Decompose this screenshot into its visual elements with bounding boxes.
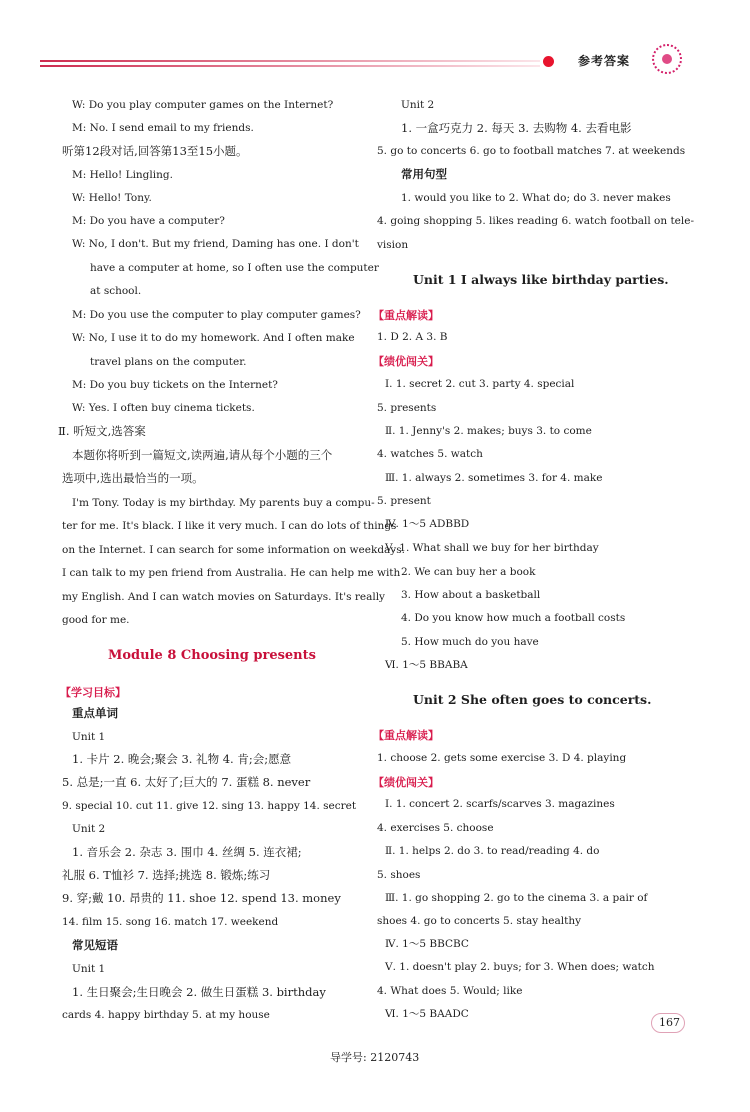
unit2-title: Unit 2 She often goes to concerts. — [413, 692, 652, 707]
instruction-text: 听第12段对话,回答第13至15小题。 — [62, 144, 248, 158]
answer-line: 1. 卡片 2. 晚会;聚会 3. 礼物 4. 肯;会;愿意 — [72, 752, 292, 766]
header-title: 参考答案 — [578, 54, 631, 68]
instruction-text: 选项中,选出最恰当的一项。 — [62, 471, 204, 485]
unit-label: Unit 2 — [72, 823, 106, 835]
tag-label: 【学习目标】 — [60, 686, 126, 699]
answer-line: 1. 生日聚会;生日晚会 2. 做生日蛋糕 3. birthday — [72, 985, 326, 999]
answer-line: 4. exercises 5. choose — [377, 822, 494, 834]
section-heading: Ⅱ. 听短文,选答案 — [58, 424, 146, 438]
unit-label: Unit 1 — [72, 731, 106, 743]
answer-line: Ⅰ. 1. secret 2. cut 3. party 4. special — [385, 378, 575, 390]
answer-line: 2. We can buy her a book — [401, 566, 536, 578]
answer-line: 1. D 2. A 3. B — [377, 331, 448, 343]
answer-line: 5. shoes — [377, 869, 421, 881]
answer-line: cards 4. happy birthday 5. at my house — [62, 1009, 270, 1021]
answer-line: 5. presents — [377, 402, 437, 414]
unit-label: Unit 1 — [72, 963, 106, 975]
dialog-line: M: Do you buy tickets on the Internet? — [72, 379, 278, 391]
answer-line: Ⅰ. 1. concert 2. scarfs/scarves 3. magazines — [385, 798, 615, 810]
answer-line: Ⅳ. 1～5 ADBBD — [385, 518, 470, 530]
answer-line: 1. 音乐会 2. 杂志 3. 围巾 4. 丝绸 5. 连衣裙; — [72, 845, 302, 859]
answer-line: Ⅵ. 1～5 BAADC — [385, 1008, 469, 1020]
dialog-line: at school. — [90, 285, 142, 297]
answer-line: 5. 总是;一直 6. 太好了;巨大的 7. 蛋糕 8. never — [62, 775, 311, 789]
answer-line: 3. How about a basketball — [401, 589, 541, 601]
passage-line: good for me. — [62, 614, 130, 626]
unit1-title: Unit 1 I always like birthday parties. — [413, 272, 669, 287]
answer-line: 5. How much do you have — [401, 636, 539, 648]
answer-line: Ⅴ. 1. What shall we buy for her birthday — [385, 542, 599, 554]
instruction-text: 本题你将听到一篇短文,读两遍,请从每个小题的三个 — [72, 448, 333, 462]
footer-guide-number: 导学号: 2120743 — [330, 1051, 420, 1064]
passage-line: on the Internet. I can search for some information on weekdays. — [62, 544, 405, 556]
emblem-icon — [652, 44, 682, 74]
header-rule-top — [40, 60, 540, 62]
header-dot-icon — [543, 56, 554, 67]
answer-line: vision — [377, 239, 409, 251]
dialog-line: W: Hello! Tony. — [72, 192, 152, 204]
unit-label: Unit 2 — [401, 99, 435, 111]
subheading: 常用句型 — [401, 167, 447, 181]
answer-line: Ⅵ. 1～5 BBABA — [385, 659, 468, 671]
dialog-line: M: Do you use the computer to play computer games? — [72, 309, 361, 321]
answer-line: 4. Do you know how much a football costs — [401, 612, 626, 624]
answer-line: 4. What does 5. Would; like — [377, 985, 523, 997]
subheading: 重点单词 — [72, 706, 118, 720]
answer-line: 5. go to concerts 6. go to football matches 7. at weekends — [377, 145, 686, 157]
answer-line: 礼服 6. T恤衫 7. 选择;挑选 8. 锻炼;练习 — [62, 868, 271, 882]
dialog-line: M: Do you have a computer? — [72, 215, 225, 227]
answer-line: 9. 穿;戴 10. 昂贵的 11. shoe 12. spend 13. money — [62, 891, 341, 905]
page-number: 167 — [659, 1016, 680, 1029]
answer-line: 1. would you like to 2. What do; do 3. never makes — [401, 192, 671, 204]
answer-line: Ⅱ. 1. helps 2. do 3. to read/reading 4. do — [385, 845, 600, 857]
answer-line: 9. special 10. cut 11. give 12. sing 13. happy 14. secret — [62, 800, 357, 812]
answer-line: 14. film 15. song 16. match 17. weekend — [62, 916, 279, 928]
module-title: Module 8 Choosing presents — [108, 648, 316, 663]
answer-line: Ⅳ. 1～5 BBCBC — [385, 938, 469, 950]
tag-label: 【重点解读】 — [373, 729, 439, 742]
answer-line: 1. choose 2. gets some exercise 3. D 4. playing — [377, 752, 627, 764]
dialog-line: M: Hello! Lingling. — [72, 169, 173, 181]
dialog-line: W: Do you play computer games on the Internet? — [72, 99, 334, 111]
answer-line: Ⅲ. 1. always 2. sometimes 3. for 4. make — [385, 472, 603, 484]
passage-line: I'm Tony. Today is my birthday. My parents buy a compu- — [72, 497, 375, 509]
answer-line: 4. watches 5. watch — [377, 448, 483, 460]
answer-line: 5. present — [377, 495, 431, 507]
tag-label: 【绩优闯关】 — [373, 355, 439, 368]
dialog-line: W: No, I use it to do my homework. And I often make — [72, 332, 355, 344]
answer-line: 1. 一盒巧克力 2. 每天 3. 去购物 4. 去看电影 — [401, 121, 632, 135]
passage-line: ter for me. It's black. I like it very much. I can do lots of things — [62, 520, 397, 532]
subheading: 常见短语 — [72, 938, 118, 952]
answer-line: Ⅲ. 1. go shopping 2. go to the cinema 3. a pair of — [385, 892, 648, 904]
answer-line: shoes 4. go to concerts 5. stay healthy — [377, 915, 582, 927]
header-rule-bottom — [40, 65, 540, 67]
passage-line: my English. And I can watch movies on Saturdays. It's really — [62, 591, 385, 603]
answer-line: 4. going shopping 5. likes reading 6. watch football on tele- — [377, 215, 695, 227]
answer-line: Ⅴ. 1. doesn't play 2. buys; for 3. When does; watch — [385, 961, 655, 973]
answer-line: Ⅱ. 1. Jenny's 2. makes; buys 3. to come — [385, 425, 592, 437]
dialog-line: M: No. I send email to my friends. — [72, 122, 254, 134]
dialog-line: travel plans on the computer. — [90, 356, 247, 368]
passage-line: I can talk to my pen friend from Australia. He can help me with — [62, 567, 401, 579]
dialog-line: W: Yes. I often buy cinema tickets. — [72, 402, 255, 414]
dialog-line: W: No, I don't. But my friend, Daming has one. I don't — [72, 238, 359, 250]
tag-label: 【绩优闯关】 — [373, 776, 439, 789]
tag-label: 【重点解读】 — [373, 309, 439, 322]
dialog-line: have a computer at home, so I often use the computer — [90, 262, 379, 274]
